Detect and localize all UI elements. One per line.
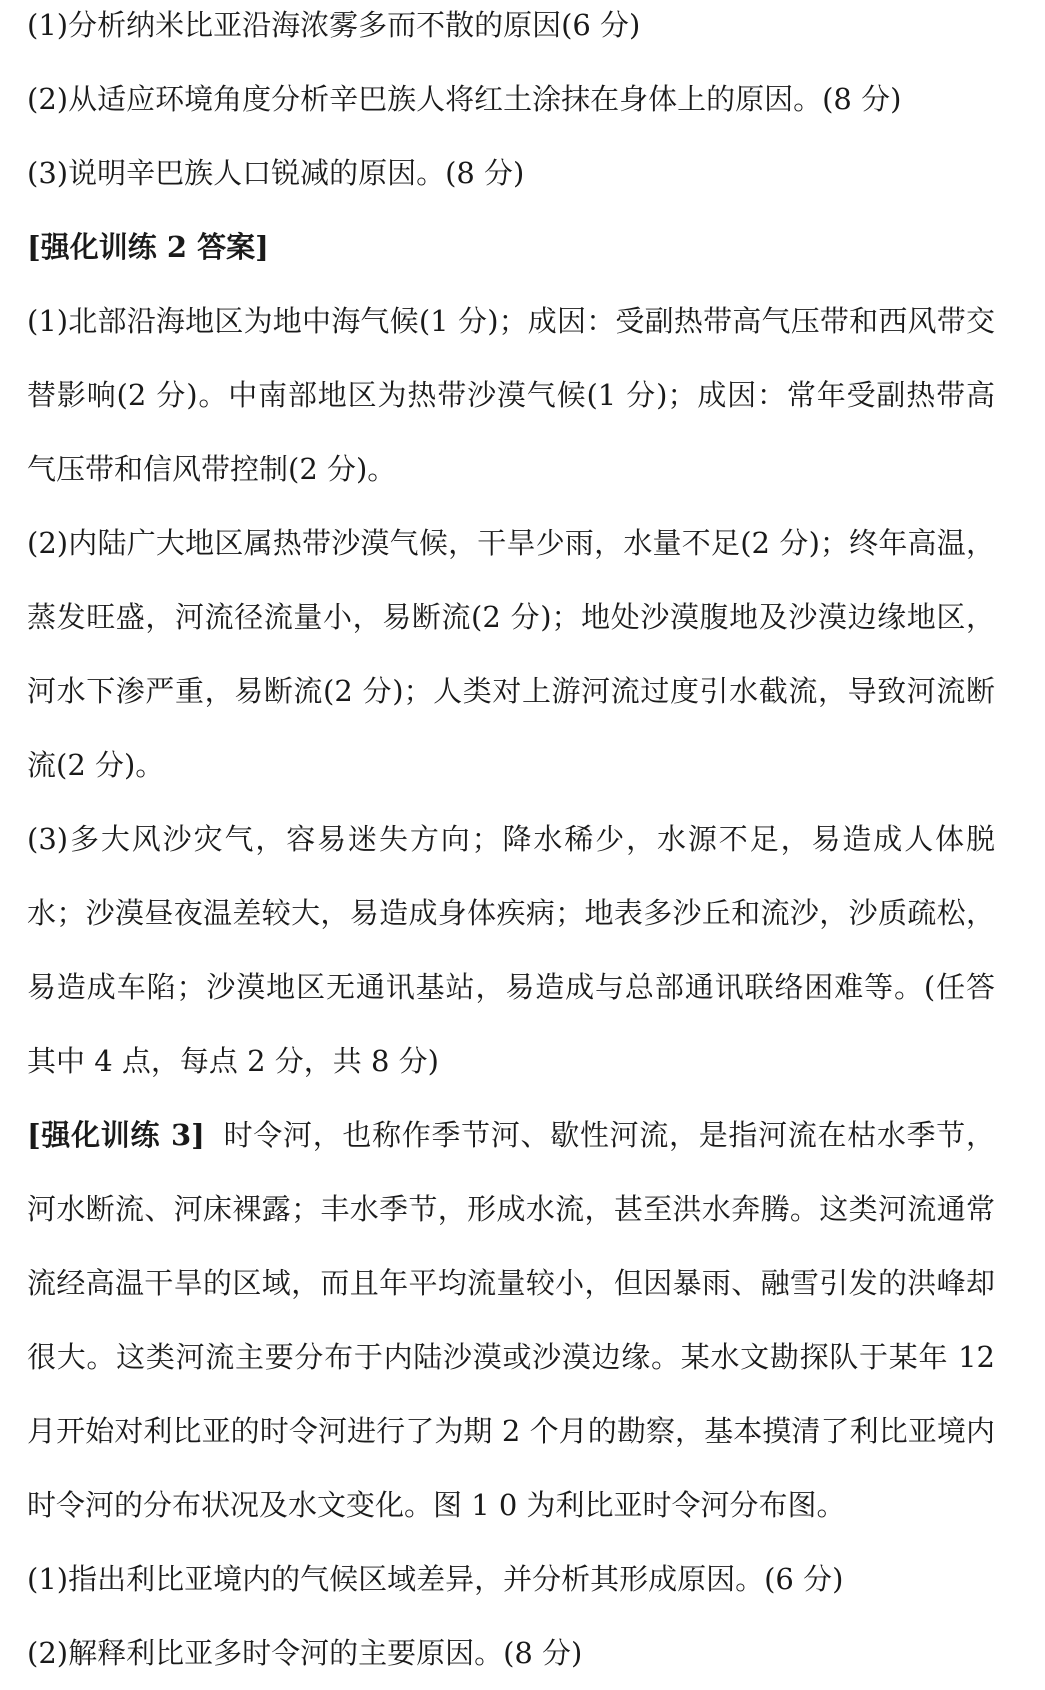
question-3: (3)说明辛巴族人口锐减的原因。(8 分) <box>27 156 525 190</box>
question-1: (1)分析纳米比亚沿海浓雾多而不散的原因(6 分) <box>27 8 641 42</box>
training3-tag: [强化训练 3] <box>27 1118 205 1152</box>
answer-3: (3)多大风沙灾气，容易迷失方向；降水稀少，水源不足，易造成人体脱水；沙漠昼夜温差较大，易造成身体疾病；地表多沙丘和流沙，沙质疏松，易造成车陷；沙漠地区无通讯基站，易造成与总部通讯联络困难等。(任答其中 4 点，每点 2 分，共 8 分) <box>27 822 995 1078</box>
training3-question-1: (1)指出利比亚境内的气候区域差异，并分析其形成原因。(6 分) <box>27 1562 844 1596</box>
answer-2: (2)内陆广大地区属热带沙漠气候，干旱少雨，水量不足(2 分)；终年高温，蒸发旺盛，河流径流量小，易断流(2 分)；地处沙漠腹地及沙漠边缘地区，河水下渗严重，易断流(2 分)；人类对上游河流过度引水截流，导致河流断流(2 分)。 <box>27 526 995 782</box>
document-page <box>27 0 995 1690</box>
training3-question-2: (2)解释利比亚多时令河的主要原因。(8 分) <box>27 1636 583 1670</box>
answer-heading: [强化训练 2 答案] <box>27 230 269 264</box>
training3-text: 时令河，也称作季节河、歇性河流，是指河流在枯水季节，河水断流、河床裸露；丰水季节，形成水流，甚至洪水奔腾。这类河流通常流经高温干旱的区域，而且年平均流量较小，但因暴雨、融雪引发的洪峰却很大。这类河流主要分布于内陆沙漠或沙漠边缘。某水文勘探队于某年 12 月开始对利比亚的时令河进行了为期 2 个月的勘察，基本摸清了利比亚境内时令河的分布状况及水文变化。图 1 0 为利比亚时令河分布图。 <box>27 1118 995 1522</box>
question-2: (2)从适应环境角度分析辛巴族人将红土涂抹在身体上的原因。(8 分) <box>27 82 902 116</box>
training3-paragraph <box>27 1098 995 1542</box>
answer-1: (1)北部沿海地区为地中海气候(1 分)；成因：受副热带高气压带和西风带交替影响(2 分)。中南部地区为热带沙漠气候(1 分)；成因：常年受副热带高气压带和信风带控制(2 分)。 <box>27 304 995 486</box>
